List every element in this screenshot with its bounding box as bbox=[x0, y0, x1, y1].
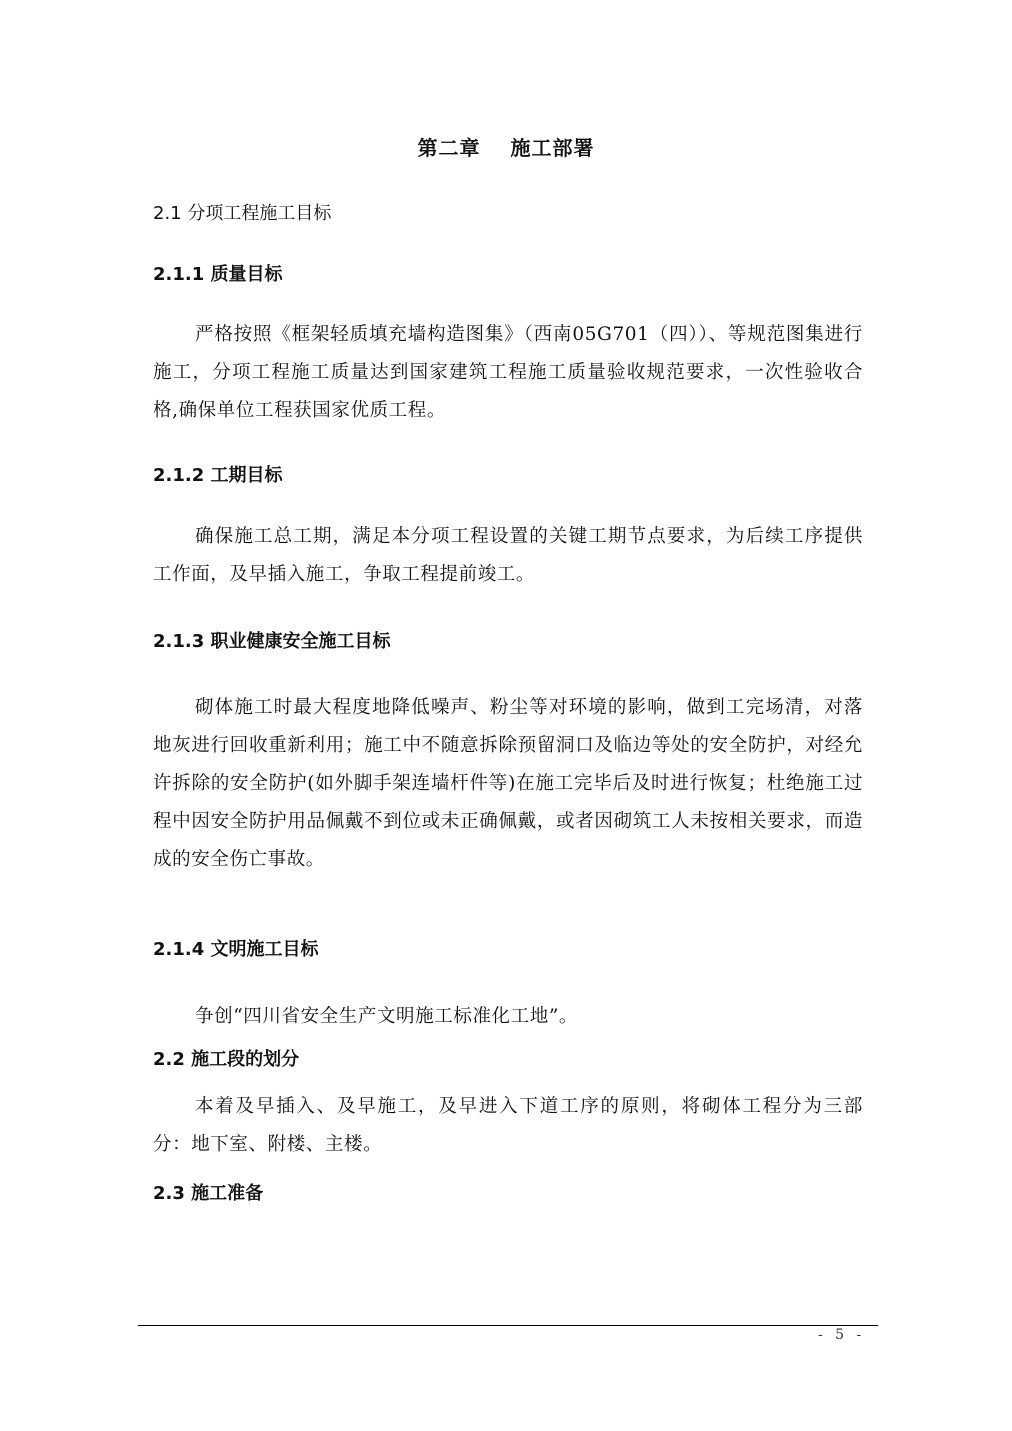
section-heading-2-3: 2.3 施工准备 bbox=[153, 1183, 264, 1204]
chapter-name: 施工部署 bbox=[510, 136, 595, 160]
paragraph-safety-target: 砌体施工时最大程度地降低噪声、粉尘等对环境的影响，做到工完场清，对落地灰进行回收重新利用；施工中不随意拆除预留洞口及临边等处的安全防护，对经允许拆除的安全防护(如外脚手架连墙杆件等)在施工完毕后及时进行恢复；杜绝施工过程中因安全防护用品佩戴不到位或未正确佩戴，或者因砌筑工人未按相关要求，而造成的安全伤亡事故。 bbox=[153, 697, 863, 870]
section-heading-2-1-2: 2.1.2 工期目标 bbox=[153, 465, 283, 486]
chapter-title bbox=[0, 132, 1012, 161]
paragraph-civilized-target: 争创“四川省安全生产文明施工标准化工地”。 bbox=[195, 1006, 579, 1027]
footer-rule bbox=[138, 1325, 878, 1326]
section-heading-2-1-3: 2.1.3 职业健康安全施工目标 bbox=[153, 631, 391, 652]
paragraph-quality-target: 严格按照《框架轻质填充墙构造图集》（西南05G701（四））、等规范图集进行施工，分项工程施工质量达到国家建筑工程施工质量验收规范要求，一次性验收合格,确保单位工程获国家优质工程。 bbox=[153, 324, 863, 421]
section-heading-2-1-4: 2.1.4 文明施工目标 bbox=[153, 939, 319, 960]
paragraph-schedule-target: 确保施工总工期，满足本分项工程设置的关键工期节点要求，为后续工序提供工作面，及早插入施工，争取工程提前竣工。 bbox=[153, 526, 863, 585]
section-heading-2-1: 2.1 分项工程施工目标 bbox=[153, 203, 332, 224]
page-number: - 5 - bbox=[818, 1327, 866, 1343]
chapter-number: 第二章 bbox=[417, 136, 481, 160]
paragraph-section-division: 本着及早插入、及早施工，及早进入下道工序的原则，将砌体工程分为三部分：地下室、附楼、主楼。 bbox=[153, 1096, 863, 1155]
section-heading-2-2: 2.2 施工段的划分 bbox=[153, 1049, 300, 1070]
section-heading-2-1-1: 2.1.1 质量目标 bbox=[153, 264, 283, 285]
